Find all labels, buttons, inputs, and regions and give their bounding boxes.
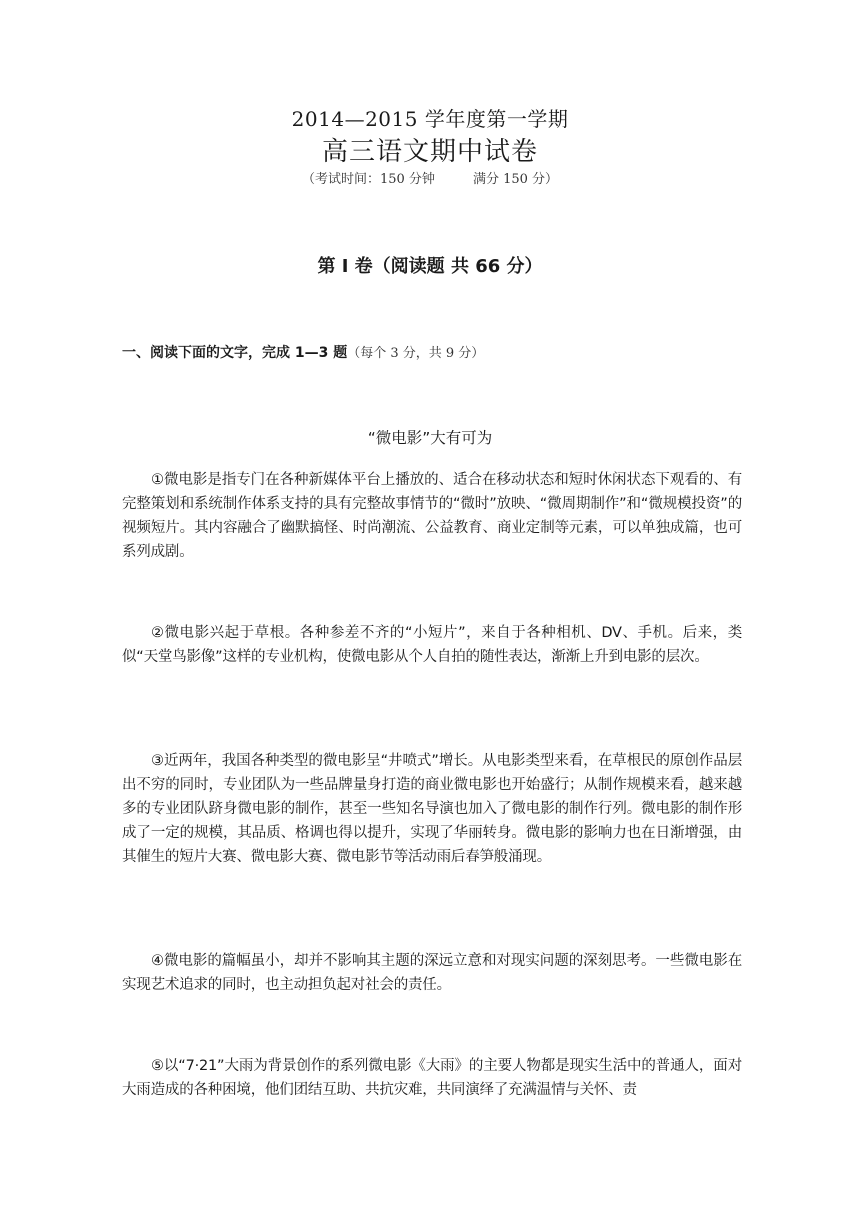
school-year-line: 2014—2015 学年度第一学期 xyxy=(291,107,569,131)
article-paragraph-2: ②微电影兴起于草根。各种参差不齐的“小短片”，来自于各种相机、DV、手机。后来，类似“天堂鸟影像”这样的专业机构，使微电影从个人自拍的随性表达，渐渐上升到电影的层次。 xyxy=(122,625,742,665)
section-heading-text: 一、阅读下面的文字，完成 1—3 题 xyxy=(122,345,348,361)
full-score: 满分 150 分） xyxy=(472,172,559,187)
section-score-note: （每个 3 分，共 9 分） xyxy=(347,346,485,361)
section-heading xyxy=(122,343,742,364)
article-paragraph-3: ③近两年，我国各种类型的微电影呈“井喷式”增长。从电影类型来看，在草根民的原创作品层出不穷的同时，专业团队为一些品牌量身打造的商业微电影也开始盛行；从制作规模来看，越来越多的专业团队跻身微电影的制作，甚至一些知名导演也加入了微电影的制作行列。微电影的制作形成了一定的规模，其品质、格调也得以提升，实现了华丽转身。微电影的影响力也在日渐增强，由其催生的短片大赛、微电影大赛、微电影节等活动雨后春笋般涌现。 xyxy=(122,753,742,865)
article-title: “微电影”大有可为 xyxy=(367,429,493,447)
article-paragraph-5: ⑤以“7·21”大雨为背景创作的系列微电影《大雨》的主要人物都是现实生活中的普通人，面对大雨造成的各种困境，他们团结互助、共抗灾难，共同演绎了充满温情与关怀、责 xyxy=(122,1058,742,1098)
exam-title: 高三语文期中试卷 xyxy=(321,137,538,167)
exam-info xyxy=(0,171,860,189)
exam-time: （考试时间：150 分钟 xyxy=(301,172,435,187)
part-title: 第 I 卷（阅读题 共 66 分） xyxy=(317,256,543,277)
article-paragraph-4: ④微电影的篇幅虽小，却并不影响其主题的深远立意和对现实问题的深刻思考。一些微电影在实现艺术追求的同时，也主动担负起对社会的责任。 xyxy=(122,953,742,993)
article-paragraph-1: ①微电影是指专门在各种新媒体平台上播放的、适合在移动状态和短时休闲状态下观看的、有完整策划和系统制作体系支持的具有完整故事情节的“微时”放映、“微周期制作”和“微规模投资”的视频短片。其内容融合了幽默搞怪、时尚潮流、公益教育、商业定制等元素，可以单独成篇，也可系列成剧。 xyxy=(122,472,742,560)
